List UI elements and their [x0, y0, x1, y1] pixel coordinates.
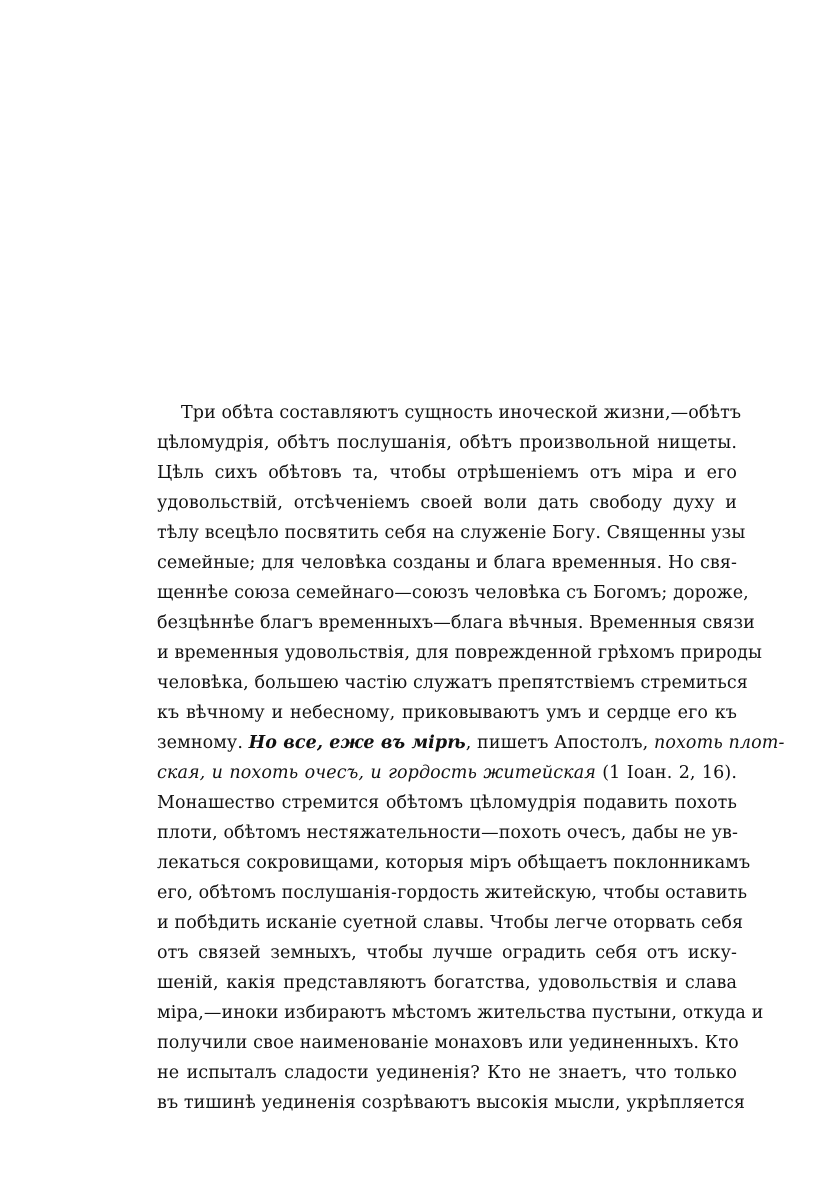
text-line: безцѣннѣе благъ временныхъ—блага вѣчныя. Временныя связи: [157, 613, 755, 633]
text-run: земному.: [157, 733, 249, 753]
text-line: удовольствій, отсѣченіемъ своей воли дать свободу духу и: [157, 493, 737, 513]
text-line: его, обѣтомъ послушанія-гордость житейскую, чтобы оставить: [157, 883, 748, 903]
text-line: лекаться сокровищами, которыя міръ обѣщаетъ поклонникамъ: [157, 853, 751, 873]
text-line: щеннѣе союза семейнаго—союзъ человѣка съ Богомъ; дороже,: [157, 583, 749, 603]
text-line: получили свое наименованіе монаховъ или уединенныхъ. Кто: [157, 1033, 739, 1053]
text-line: тѣлу всецѣло посвятить себя на служеніе Богу. Священны узы: [157, 523, 746, 543]
quote-text: похоть плот-: [653, 733, 785, 753]
quote-text: ская, и похоть очесъ, и гордость житейская: [157, 763, 596, 783]
text-line: міра,—иноки избираютъ мѣстомъ жительства пустыни, откуда и: [157, 1003, 764, 1023]
text-line: Монашество стремится обѣтомъ цѣломудрія подавить похоть: [157, 793, 737, 813]
text-line: отъ связей земныхъ, чтобы лучше оградить себя отъ иску-: [157, 943, 737, 963]
text-line-quote-start: [157, 728, 785, 758]
text-run: , пишетъ Апостолъ,: [465, 733, 654, 753]
text-line-quote-end: [157, 758, 737, 788]
quote-emphasis: Но все, еже въ мірѣ: [248, 733, 466, 753]
text-line: цѣломудрія, обѣтъ послушанія, обѣтъ произвольной нищеты.: [157, 433, 737, 453]
text-line: человѣка, большею частію служатъ препятствіемъ стремиться: [157, 673, 748, 693]
text-line: къ вѣчному и небесному, приковываютъ умъ и сердце его къ: [157, 703, 737, 723]
text-line: и побѣдить исканіе суетной славы. Чтобы легче оторвать себя: [157, 913, 744, 933]
text-line: не испыталъ сладости уединенія? Кто не знаетъ, что только: [157, 1063, 737, 1083]
body-text: [157, 398, 785, 1118]
text-line: плоти, обѣтомъ нестяжательности—похоть очесъ, дабы не ув-: [157, 823, 739, 843]
text-line: семейные; для человѣка созданы и блага временныя. Но свя-: [157, 553, 737, 573]
citation: (1 Іоан. 2, 16).: [595, 763, 737, 783]
text-line: Три обѣта составляютъ сущность иноческой жизни,—обѣтъ: [181, 403, 742, 423]
text-line: въ тишинѣ уединенія созрѣваютъ высокія мысли, укрѣпляется: [157, 1093, 746, 1113]
text-line: Цѣль сихъ обѣтовъ та, чтобы отрѣшеніемъ отъ міра и его: [157, 463, 737, 483]
text-line: и временныя удовольствія, для поврежденной грѣхомъ природы: [157, 643, 763, 663]
text-line: шеній, какія представляютъ богатства, удовольствія и слава: [157, 973, 737, 993]
